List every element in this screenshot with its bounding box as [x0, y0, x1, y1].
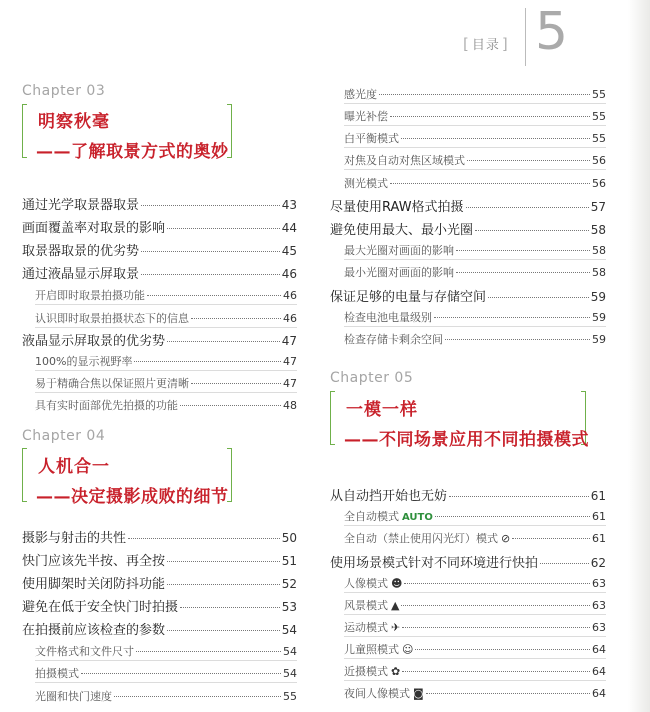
toc-entry[interactable]: [330, 552, 606, 571]
toc-entry[interactable]: [22, 240, 297, 259]
toc-entry-title: 全自动（禁止使用闪光灯）模式: [344, 532, 498, 545]
leader-dots: [167, 561, 280, 562]
chapter-05-title: 一模一样: [346, 400, 418, 420]
toc-entry-page: 58: [592, 266, 606, 279]
toc-entry[interactable]: [330, 485, 606, 504]
row-divider: [344, 125, 606, 126]
toc-entry[interactable]: [22, 596, 297, 615]
toc-entry[interactable]: [22, 217, 297, 236]
leader-dots: [488, 297, 589, 298]
row-divider: [35, 370, 297, 371]
page-edge-shade: [628, 0, 650, 712]
toc-subentry[interactable]: [344, 663, 606, 679]
toc-entry-title: 画面覆盖率对取景的影响: [22, 221, 166, 236]
chapter-04-label: Chapter 04: [22, 428, 106, 444]
toc-entry-page: 44: [281, 221, 297, 235]
leader-dots: [167, 630, 280, 631]
leader-dots: [180, 607, 280, 608]
landscape-mode-icon: ▲: [391, 599, 400, 612]
toc-entry-title: 避免使用最大、最小光圈: [330, 223, 474, 238]
toc-entry-page: 47: [281, 334, 297, 348]
toc-entry-page: 47: [283, 355, 297, 368]
page-number: 5: [535, 2, 569, 62]
page-header: [455, 2, 615, 68]
leader-dots: [401, 605, 590, 606]
toc-entry-title: 易于精确合焦以保证照片更清晰: [35, 377, 189, 390]
toc-subentry[interactable]: [344, 264, 606, 280]
toc-subentry[interactable]: [344, 597, 606, 613]
toc-entry-page: 54: [283, 645, 297, 658]
row-divider: [344, 147, 606, 148]
toc-entry-page: 62: [590, 556, 606, 570]
toc-subentry[interactable]: [35, 665, 297, 681]
toc-entry-page: 63: [592, 599, 606, 612]
leader-dots: [404, 583, 590, 584]
toc-entry-title: 光圈和快门速度: [35, 690, 112, 703]
row-divider: [344, 592, 606, 593]
toc-entry-page: 59: [592, 333, 606, 346]
toc-entry-title: 从自动挡开始也无妨: [330, 489, 448, 504]
toc-entry-title: 具有实时面部优先拍摄的功能: [35, 399, 178, 412]
toc-entry-title: 快门应该先半按、再全按: [22, 554, 166, 569]
row-divider: [344, 680, 606, 681]
toc-subentry[interactable]: [344, 331, 606, 347]
toc-entry-page: 61: [590, 489, 606, 503]
leader-dots: [128, 538, 280, 539]
toc-entry[interactable]: [22, 573, 297, 592]
toc-subentry[interactable]: [35, 287, 297, 303]
chapter-04-subtitle: ——决定摄影成败的细节: [36, 487, 229, 507]
portrait-mode-icon: ☻: [391, 577, 403, 590]
toc-entry-page: 64: [592, 665, 606, 678]
toc-subentry[interactable]: [35, 397, 297, 413]
row-divider: [35, 304, 297, 305]
toc-entry-title: 摄影与射击的共性: [22, 531, 127, 546]
leader-dots: [415, 649, 590, 650]
row-divider: [344, 103, 606, 104]
row-divider: [35, 327, 297, 328]
toc-subentry[interactable]: [35, 375, 297, 391]
toc-entry-title: 液晶显示屏取景的优劣势: [22, 334, 166, 349]
row-divider: [344, 658, 606, 659]
toc-entry-title: 运动模式: [344, 621, 388, 634]
toc-entry-page: 59: [592, 311, 606, 324]
toc-entry-title: 尽量使用RAW格式拍摄: [330, 200, 464, 215]
chapter-04-title: 人机合一: [38, 457, 110, 477]
toc-entry-page: 56: [592, 177, 606, 190]
toc-subentry[interactable]: [344, 685, 606, 701]
toc-entry-title: 儿童照模式: [344, 643, 399, 656]
leader-dots: [512, 538, 590, 539]
toc-entry-title: 通过液晶显示屏取景: [22, 267, 140, 282]
toc-entry-title: 全自动模式: [344, 510, 399, 523]
leader-dots: [379, 94, 590, 95]
leader-dots: [167, 228, 280, 229]
toc-entry-title: 开启即时取景拍摄功能: [35, 289, 145, 302]
toc-entry[interactable]: [22, 263, 297, 282]
toc-entry-page: 57: [590, 200, 606, 214]
toc-subentry[interactable]: [344, 309, 606, 325]
toc-entry-page: 63: [592, 577, 606, 590]
macro-mode-icon: ✿: [391, 665, 401, 678]
leader-dots: [141, 205, 280, 206]
row-divider: [35, 682, 297, 683]
row-divider: [344, 259, 606, 260]
toc-subentry[interactable]: [344, 130, 606, 146]
leader-dots: [114, 696, 281, 697]
toc-entry[interactable]: [22, 330, 297, 349]
toc-entry-page: 45: [281, 244, 297, 258]
toc-entry-page: 47: [283, 377, 297, 390]
leader-dots: [167, 341, 280, 342]
toc-entry-page: 46: [283, 312, 297, 325]
row-divider: [344, 326, 606, 327]
leader-dots: [141, 274, 280, 275]
toc-subentry[interactable]: [344, 530, 606, 546]
toc-entry-page: 46: [281, 267, 297, 281]
toc-entry-page: 43: [281, 198, 297, 212]
leader-dots: [81, 673, 281, 674]
toc-subentry[interactable]: [344, 152, 606, 168]
bracket-left: [22, 104, 27, 158]
toc-entry-page: 53: [281, 600, 297, 614]
leader-dots: [434, 317, 590, 318]
toc-label: [ 目录 ]: [463, 34, 509, 53]
toc-subentry[interactable]: [344, 575, 606, 591]
toc-entry-title: 100%的显示视野率: [35, 355, 133, 368]
toc-entry-title: 人像模式: [344, 577, 388, 590]
toc-entry-page: 58: [592, 244, 606, 257]
flash-off-icon: ⊘: [501, 532, 511, 545]
night-portrait-mode-icon: ◙: [413, 687, 424, 700]
toc-entry-title: 认识即时取景拍摄状态下的信息: [35, 312, 189, 325]
toc-entry[interactable]: [330, 196, 606, 215]
toc-entry-page: 52: [281, 577, 297, 591]
toc-entry-title: 近摄模式: [344, 665, 388, 678]
leader-dots: [134, 361, 281, 362]
auto-mode-icon: AUTO: [402, 512, 433, 523]
toc-entry[interactable]: [22, 619, 297, 638]
toc-subentry[interactable]: [344, 508, 606, 524]
bracket-left: [330, 391, 335, 445]
toc-entry-title: 通过光学取景器取景: [22, 198, 140, 213]
leader-dots: [540, 563, 589, 564]
toc-entry-page: 61: [592, 510, 606, 523]
chapter-03-subtitle: ——了解取景方式的奥妙: [36, 142, 229, 162]
toc-entry-title: 检查存储卡剩余空间: [344, 333, 443, 346]
toc-entry-title: 取景器取景的优劣势: [22, 244, 140, 259]
toc-subentry[interactable]: [35, 643, 297, 659]
leader-dots: [402, 671, 590, 672]
toc-entry-title: 检查电池电量级别: [344, 311, 432, 324]
toc-entry-title: 夜间人像模式: [344, 687, 410, 700]
toc-entry-title: 对焦及自动对焦区域模式: [344, 154, 465, 167]
toc-entry-title: 最小光圈对画面的影响: [344, 266, 454, 279]
leader-dots: [390, 116, 590, 117]
toc-entry-page: 55: [592, 110, 606, 123]
chapter-05-subtitle: ——不同场景应用不同拍摄模式: [344, 430, 589, 450]
toc-subentry[interactable]: [344, 175, 606, 191]
toc-subentry[interactable]: [344, 242, 606, 258]
leader-dots: [167, 584, 280, 585]
toc-entry-title: 避免在低于安全快门时拍摄: [22, 600, 179, 615]
toc-subentry[interactable]: [35, 310, 297, 326]
toc-entry-title: 白平衡模式: [344, 132, 399, 145]
toc-subentry[interactable]: [344, 641, 606, 657]
toc-entry-page: 55: [283, 690, 297, 703]
row-divider: [35, 660, 297, 661]
chapter-05-label: Chapter 05: [330, 370, 414, 386]
row-divider: [35, 392, 297, 393]
toc-entry-page: 46: [283, 289, 297, 302]
toc-entry-title: 使用场景模式针对不同环境进行快拍: [330, 556, 539, 571]
toc-entry-title: 感光度: [344, 88, 377, 101]
toc-entry-title: 在拍摄前应该检查的参数: [22, 623, 166, 638]
leader-dots: [390, 183, 590, 184]
row-divider: [344, 525, 606, 526]
leader-dots: [456, 250, 590, 251]
toc-entry-page: 55: [592, 88, 606, 101]
row-divider: [344, 614, 606, 615]
leader-dots: [402, 627, 590, 628]
toc-entry-page: 64: [592, 687, 606, 700]
chapter-03-title: 明察秋毫: [38, 112, 110, 132]
toc-entry-page: 58: [590, 223, 606, 237]
toc-entry-title: 最大光圈对画面的影响: [344, 244, 454, 257]
leader-dots: [136, 651, 281, 652]
toc-entry[interactable]: [330, 286, 606, 305]
toc-entry-page: 54: [283, 667, 297, 680]
toc-entry-page: 61: [592, 532, 606, 545]
leader-dots: [456, 272, 590, 273]
row-divider: [344, 636, 606, 637]
toc-entry-page: 64: [592, 643, 606, 656]
leader-dots: [191, 318, 281, 319]
sports-mode-icon: ✈: [391, 621, 401, 634]
toc-entry-title: 拍摄模式: [35, 667, 79, 680]
leader-dots: [449, 496, 589, 497]
toc-entry-page: 56: [592, 154, 606, 167]
row-divider: [344, 169, 606, 170]
leader-dots: [401, 138, 590, 139]
toc-entry[interactable]: [22, 194, 297, 213]
leader-dots: [191, 383, 281, 384]
toc-entry-title: 使用脚架时关闭防抖功能: [22, 577, 166, 592]
bracket-left: [22, 448, 27, 502]
toc-entry-title: 文件格式和文件尺寸: [35, 645, 134, 658]
chapter-03-label: Chapter 03: [22, 83, 106, 99]
toc-entry-title: 风景模式: [344, 599, 388, 612]
toc-subentry[interactable]: [344, 108, 606, 124]
toc-entry-page: 63: [592, 621, 606, 634]
toc-entry-title: 测光模式: [344, 177, 388, 190]
toc-subentry[interactable]: [35, 353, 297, 369]
toc-entry[interactable]: [330, 219, 606, 238]
leader-dots: [466, 207, 589, 208]
toc-entry-page: 55: [592, 132, 606, 145]
leader-dots: [445, 339, 590, 340]
toc-entry-title: 曝光补偿: [344, 110, 388, 123]
toc-entry-title: 保证足够的电量与存储空间: [330, 290, 487, 305]
toc-entry-page: 48: [283, 399, 297, 412]
leader-dots: [141, 251, 280, 252]
toc-subentry[interactable]: [35, 688, 297, 704]
child-mode-icon: ☺: [402, 643, 414, 656]
leader-dots: [475, 230, 589, 231]
leader-dots: [426, 693, 590, 694]
toc-subentry[interactable]: [344, 86, 606, 102]
toc-entry-page: 51: [281, 554, 297, 568]
leader-dots: [180, 405, 281, 406]
toc-subentry[interactable]: [344, 619, 606, 635]
toc-entry-page: 50: [281, 531, 297, 545]
leader-dots: [467, 160, 590, 161]
toc-entry[interactable]: [22, 550, 297, 569]
header-divider: [525, 8, 526, 66]
leader-dots: [147, 295, 281, 296]
toc-entry-page: 54: [281, 623, 297, 637]
leader-dots: [435, 516, 590, 517]
toc-entry-page: 59: [590, 290, 606, 304]
toc-entry[interactable]: [22, 527, 297, 546]
